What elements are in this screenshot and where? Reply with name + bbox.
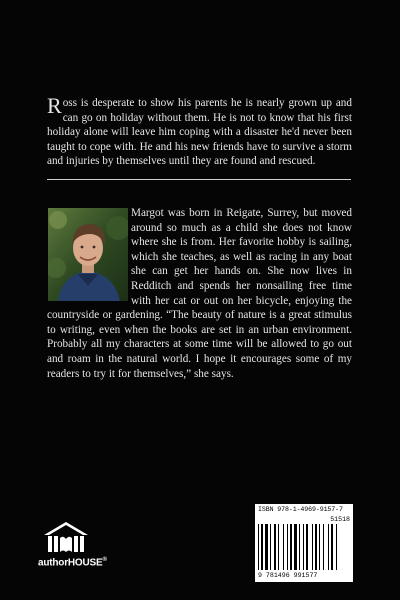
publisher-name: authorHOUSE® (38, 557, 107, 569)
house-book-logo-icon (42, 520, 90, 554)
book-blurb: Ross is desperate to show his parents he is nearly grown up and can go on holiday without them. He is not to know that his first holiday alone will leave him coping with a disaster he'd never been taught to cope with. He and his new friends have to survive a storm and injuries by themselves until they are found and rescued. (47, 93, 352, 168)
isbn-label: ISBN 978-1-4969-9157-7 (258, 506, 343, 513)
barcode-icon (258, 524, 350, 572)
author-bio: Margot was born in Reigate, Surrey, but moved around so much as a child she does not know where she is from. Her favorite hobby is sailing, which she teaches, as well as racing in any boat she can get her hands on. She now lives in Redditch and spends her nonsailing free time with her cat or out on her bicycle, enjoying the countryside or gardening. “The beauty of nature is a great stimulus to writing, even when the books are set in an urban environment. Probably all my characters at some time will be allowed to go out and roam in the natural world. I hope it encourages some of my readers to try it for themselves,” she says. (47, 207, 352, 380)
ean-digits: 9 781496 991577 (258, 572, 318, 579)
publisher-logo (38, 520, 110, 568)
author-bio-block (47, 206, 352, 381)
section-divider (47, 179, 351, 180)
price-code: 51518 (330, 516, 350, 523)
isbn-barcode (255, 504, 353, 582)
